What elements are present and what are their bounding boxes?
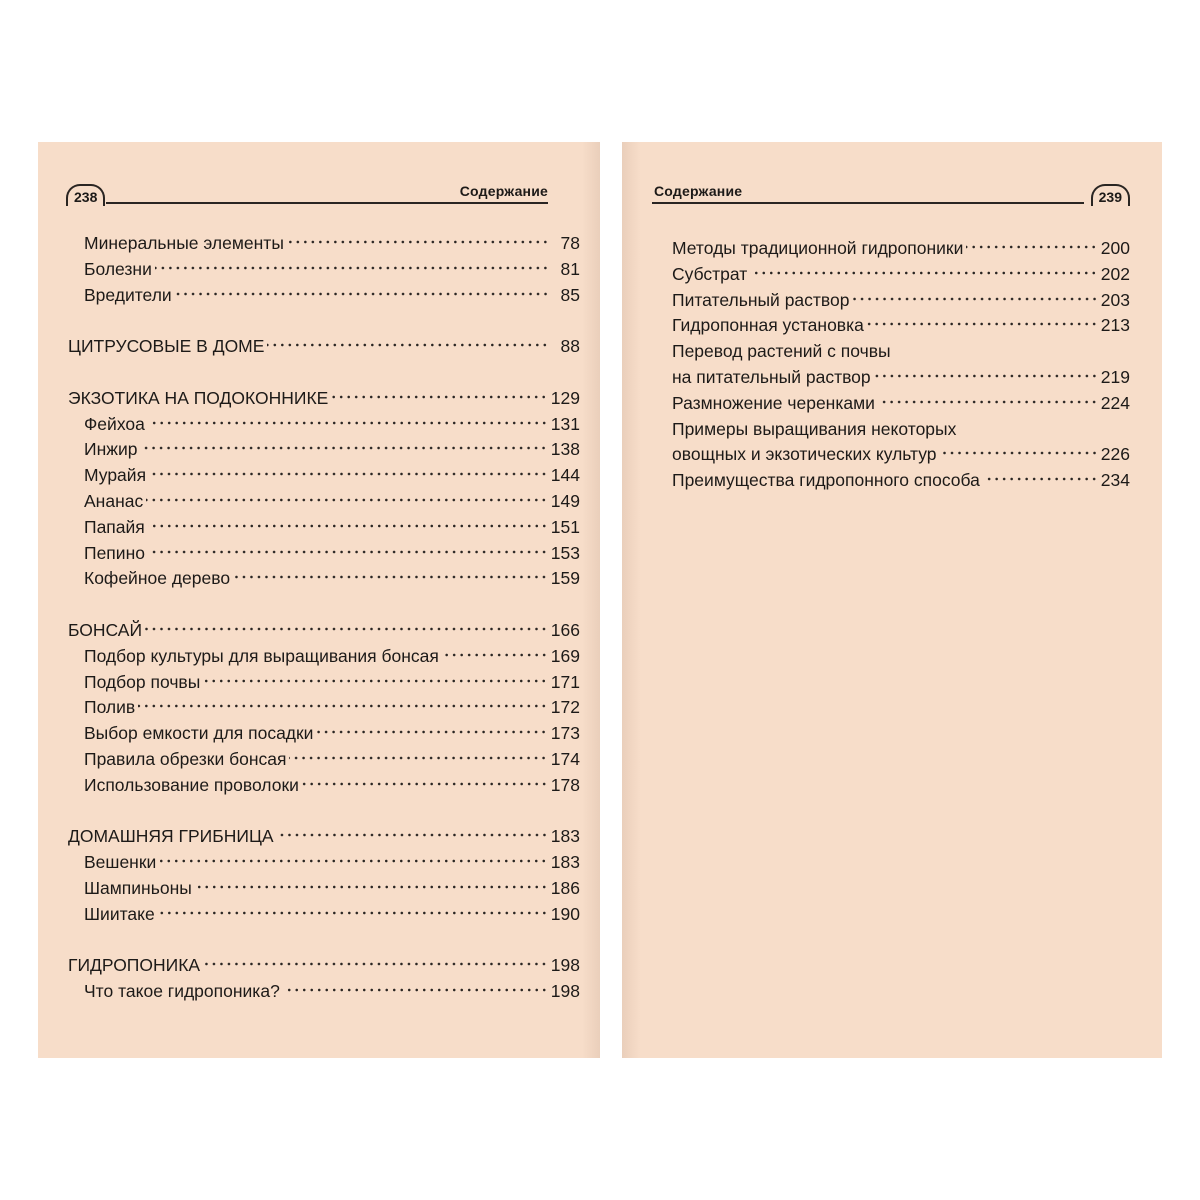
toc-entry — [672, 468, 1130, 494]
dot-leader — [853, 296, 1098, 302]
toc-entry-title: на питательный раствор — [672, 366, 871, 387]
page-number: 238 — [66, 184, 105, 206]
toc-entry — [68, 644, 580, 670]
dot-leader — [155, 265, 549, 271]
toc-page-number: 198 — [550, 955, 580, 976]
toc-page-number: 213 — [1100, 315, 1130, 336]
toc-page-number: 178 — [550, 774, 580, 795]
toc-entry-title: Гидропонная установка — [672, 315, 864, 336]
gutter-shadow — [582, 142, 600, 1058]
toc-page-number: 138 — [550, 439, 580, 460]
dot-leader — [966, 244, 1097, 250]
toc-page-number: 183 — [550, 826, 580, 847]
toc-entry-title: Минеральные элементы — [84, 233, 284, 253]
dot-leader — [195, 884, 548, 890]
header-rule — [106, 202, 548, 204]
toc-section — [68, 618, 580, 644]
toc-entry — [68, 747, 580, 773]
toc-page-number: 171 — [550, 671, 580, 692]
dot-leader — [203, 678, 547, 684]
running-header-title: Содержание — [654, 183, 743, 199]
left-page — [38, 142, 600, 1058]
toc-page-number: 190 — [550, 903, 580, 924]
toc-entry — [68, 283, 580, 309]
toc-entry-title: Размножение черенками — [672, 392, 875, 413]
toc-entry-title: БОНСАЙ — [68, 619, 143, 640]
toc-page-number: 183 — [550, 852, 580, 873]
toc-entry-title: Шампиньоны — [84, 877, 192, 898]
toc-page-number: 153 — [550, 542, 580, 563]
header-rule — [652, 202, 1084, 204]
running-header — [652, 168, 1130, 208]
toc-page-number: 186 — [550, 877, 580, 898]
toc-entry-title: овощных и экзотических культур — [672, 444, 937, 465]
toc-entry — [68, 876, 580, 902]
toc-entry-title: Кофейное дерево — [84, 568, 231, 589]
toc-page-number: 224 — [1100, 392, 1130, 413]
toc-entry-title: Шиитаке — [84, 903, 155, 924]
toc-entry-title: Что такое гидропоника? — [84, 981, 280, 1002]
toc-page-number: 166 — [550, 619, 580, 640]
dot-leader — [158, 910, 548, 916]
toc-entry-title: Фейхоа — [84, 413, 145, 434]
table-of-contents — [68, 231, 580, 1005]
toc-entry — [68, 773, 580, 799]
toc-entry — [68, 850, 580, 876]
dot-leader — [149, 471, 548, 477]
toc-entry-title: Вредители — [84, 284, 172, 305]
toc-entry — [68, 541, 580, 567]
toc-entry — [672, 391, 1130, 417]
right-page — [622, 142, 1162, 1058]
running-header-title: Содержание — [459, 183, 548, 199]
toc-page-number: 203 — [1100, 289, 1130, 310]
toc-entry-title: Полив — [84, 697, 136, 718]
toc-entry — [672, 442, 1130, 468]
toc-entry — [68, 670, 580, 696]
toc-entry — [68, 515, 580, 541]
toc-page-number: 169 — [550, 645, 580, 666]
dot-leader — [148, 523, 548, 529]
toc-entry-line: Перевод растений с почвы — [672, 341, 891, 362]
toc-page-number: 159 — [550, 568, 580, 589]
toc-entry-title: Пепино — [84, 542, 145, 563]
toc-entry-title: Методы традиционной гидропоники — [672, 238, 964, 258]
toc-section — [68, 386, 580, 412]
dot-leader — [277, 832, 548, 838]
table-of-contents — [672, 236, 1130, 494]
toc-page-number: 144 — [550, 465, 580, 486]
toc-section — [68, 953, 580, 979]
toc-page-number: 173 — [550, 723, 580, 744]
toc-entry — [68, 231, 580, 257]
page-number: 239 — [1091, 184, 1130, 206]
dot-leader — [146, 497, 548, 503]
toc-entry — [68, 721, 580, 747]
dot-leader — [148, 549, 548, 555]
running-header — [66, 168, 548, 208]
dot-leader — [203, 961, 548, 967]
toc-entry — [68, 437, 580, 463]
toc-page-number: 198 — [550, 981, 580, 1002]
toc-entry — [672, 313, 1130, 339]
dot-leader — [287, 239, 549, 245]
toc-page-number: 172 — [550, 697, 580, 718]
dot-leader — [442, 652, 548, 658]
toc-entry — [68, 489, 580, 515]
toc-page-number: 200 — [1100, 238, 1130, 258]
toc-entry-title: Болезни — [84, 258, 152, 279]
dot-leader — [878, 399, 1098, 405]
dot-leader — [867, 321, 1098, 327]
toc-page-number: 129 — [550, 387, 580, 408]
toc-entry-title: Подбор почвы — [84, 671, 201, 692]
toc-page-number: 131 — [550, 413, 580, 434]
toc-entry — [68, 902, 580, 928]
toc-entry-title: Правила обрезки бонсая — [84, 748, 287, 769]
toc-page-number: 219 — [1100, 366, 1130, 387]
toc-page-number: 226 — [1100, 444, 1130, 465]
dot-leader — [159, 858, 548, 864]
toc-entry-title: Вешенки — [84, 852, 157, 873]
dot-leader — [302, 781, 548, 787]
toc-entry-title: Использование проволоки — [84, 774, 299, 795]
dot-leader — [267, 342, 549, 348]
toc-entry — [68, 566, 580, 592]
toc-entry-title: Преимущества гидропонного способа — [672, 470, 980, 491]
toc-section — [68, 824, 580, 850]
dot-leader — [316, 729, 547, 735]
toc-entry-title: Мурайя — [84, 465, 147, 486]
toc-entry-title: ЦИТРУСОВЫЕ В ДОМЕ — [68, 336, 265, 357]
dot-leader — [145, 626, 548, 632]
toc-entry-title: ГИДРОПОНИКА — [68, 955, 201, 976]
toc-page-number: 85 — [560, 284, 580, 305]
toc-entry-title: Папайя — [84, 516, 145, 537]
toc-entry-title: Питательный раствор — [672, 289, 850, 310]
dot-leader — [148, 420, 548, 426]
dot-leader — [175, 291, 549, 297]
toc-entry-title: Выбор емкости для посадки — [84, 723, 314, 744]
gutter-shadow — [622, 142, 640, 1058]
toc-page-number: 88 — [560, 336, 580, 357]
dot-leader — [750, 270, 1098, 276]
dot-leader — [940, 450, 1098, 456]
toc-entry — [68, 463, 580, 489]
toc-page-number: 81 — [560, 258, 580, 279]
toc-entry-title: ЭКЗОТИКА НА ПОДОКОННИКЕ — [68, 387, 329, 408]
dot-leader — [874, 373, 1098, 379]
toc-entry-title: ДОМАШНЯЯ ГРИБНИЦА — [68, 826, 274, 847]
toc-entry — [68, 257, 580, 283]
toc-entry-title: Ананас — [84, 490, 144, 511]
toc-section — [68, 334, 580, 360]
toc-entry-title: Инжир — [84, 439, 138, 460]
dot-leader — [289, 755, 547, 761]
toc-entry — [68, 695, 580, 721]
dot-leader — [331, 394, 547, 400]
toc-entry-line: Примеры выращивания некоторых — [672, 418, 957, 439]
toc-page-number: 78 — [560, 233, 580, 253]
toc-entry — [68, 412, 580, 438]
toc-entry — [672, 365, 1130, 391]
toc-page-number: 174 — [550, 748, 580, 769]
toc-page-number: 151 — [550, 516, 580, 537]
toc-page-number: 149 — [550, 490, 580, 511]
dot-leader — [140, 445, 547, 451]
dot-leader — [138, 703, 548, 709]
dot-leader — [283, 987, 548, 993]
toc-entry-title: Подбор культуры для выращивания бонсая — [84, 645, 439, 666]
toc-entry — [68, 979, 580, 1005]
toc-page-number: 202 — [1100, 263, 1130, 284]
toc-entry — [672, 262, 1130, 288]
toc-entry — [672, 236, 1130, 262]
toc-entry-title: Субстрат — [672, 263, 748, 284]
dot-leader — [983, 476, 1098, 482]
toc-entry — [672, 288, 1130, 314]
dot-leader — [233, 574, 548, 580]
toc-page-number: 234 — [1100, 470, 1130, 491]
